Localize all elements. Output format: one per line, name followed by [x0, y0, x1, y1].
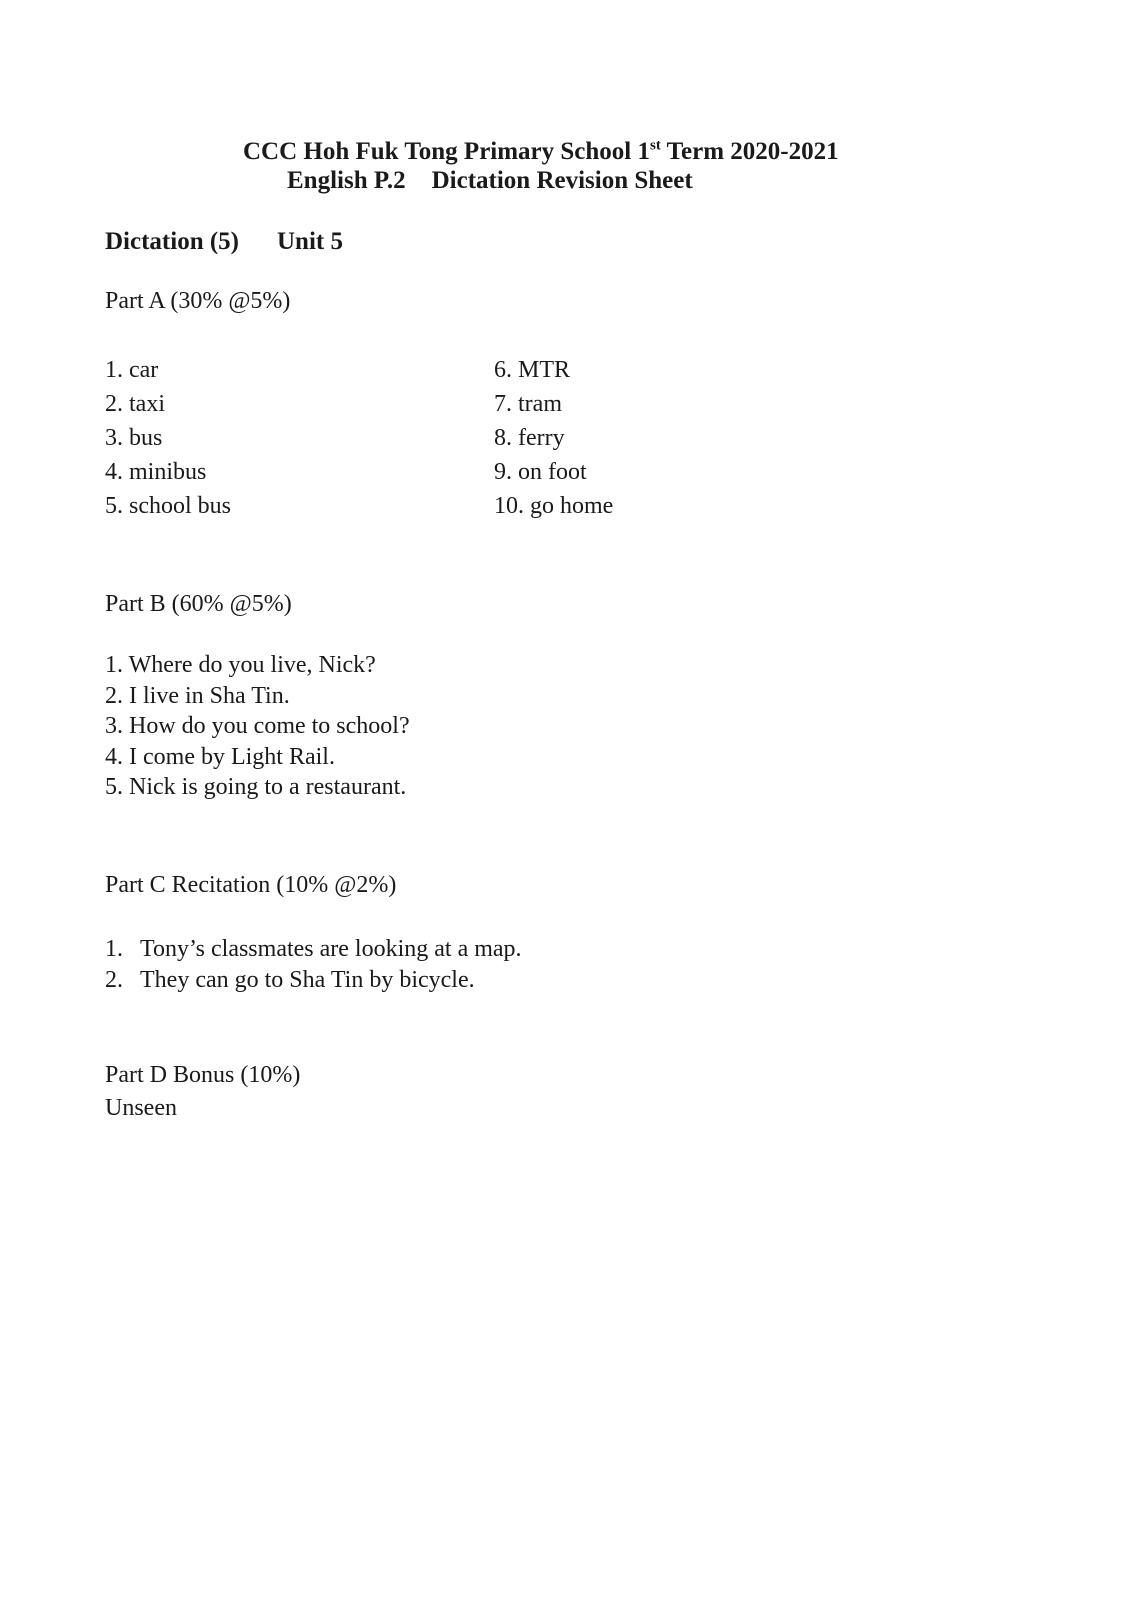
item-text: bus	[129, 425, 163, 451]
item-text: Where do you live, Nick?	[128, 652, 376, 678]
list-item	[105, 489, 231, 523]
list-item	[494, 455, 613, 489]
list-item	[105, 965, 522, 996]
list-item	[494, 421, 613, 455]
item-number: 1.	[105, 357, 123, 383]
list-item	[105, 711, 410, 742]
item-text: Tony’s classmates are looking at a map.	[140, 936, 522, 962]
item-text: I live in Sha Tin.	[129, 682, 290, 709]
dictation-label: Dictation (5)	[105, 228, 239, 255]
list-item	[105, 353, 231, 387]
part-a-title: Part A (30% @5%)	[105, 288, 291, 314]
item-text: taxi	[129, 391, 165, 417]
part-a-list-right	[494, 353, 613, 523]
item-text: MTR	[518, 357, 571, 383]
item-text: ferry	[518, 425, 565, 451]
item-number: 4.	[105, 459, 123, 485]
item-number: 1.	[105, 652, 123, 678]
item-number: 4.	[105, 743, 123, 770]
item-text: Nick is going to a restaurant.	[129, 774, 407, 800]
item-text: on foot	[518, 459, 587, 485]
item-text: school bus	[129, 493, 231, 519]
list-item	[105, 387, 231, 421]
item-number: 1.	[105, 936, 123, 962]
unit-label: Unit 5	[277, 228, 343, 255]
item-number: 5.	[105, 774, 123, 800]
school-name: CCC Hoh Fuk Tong Primary School 1	[243, 138, 651, 165]
part-c-list	[105, 934, 522, 996]
item-number: 2.	[105, 391, 123, 417]
item-number: 3.	[105, 713, 123, 739]
item-number: 10.	[494, 493, 524, 519]
term-year: Term 2020-2021	[660, 138, 839, 165]
list-item	[105, 772, 410, 803]
sheet-title	[287, 166, 693, 196]
item-text: go home	[530, 493, 614, 519]
part-b-title: Part B (60% @5%)	[105, 591, 292, 617]
item-text: tram	[518, 391, 562, 417]
part-b-list	[105, 650, 410, 803]
list-item	[494, 387, 613, 421]
item-number: 3.	[105, 425, 123, 451]
list-item	[105, 934, 522, 965]
ordinal-suffix: st	[650, 137, 661, 154]
part-c-title: Part C Recitation (10% @2%)	[105, 872, 397, 898]
sheet-name: Dictation Revision Sheet	[431, 167, 693, 194]
list-item	[105, 455, 231, 489]
item-number: 6.	[494, 357, 512, 383]
item-text: How do you come to school?	[129, 713, 410, 739]
school-term-title	[243, 137, 839, 167]
list-item	[105, 650, 410, 681]
list-item	[105, 681, 410, 712]
item-text: car	[129, 357, 159, 383]
item-text: They can go to Sha Tin by bicycle.	[140, 967, 475, 993]
list-item	[494, 353, 613, 387]
item-number: 8.	[494, 425, 512, 451]
part-a-list-left	[105, 353, 231, 523]
dictation-heading	[105, 228, 343, 256]
part-d-note: Unseen	[105, 1095, 177, 1121]
item-number: 5.	[105, 493, 123, 519]
list-item	[105, 742, 410, 773]
list-item	[105, 421, 231, 455]
item-text: I come by Light Rail.	[129, 743, 335, 770]
item-number: 2.	[105, 967, 123, 993]
item-number: 2.	[105, 682, 123, 709]
item-number: 7.	[494, 391, 512, 417]
list-item	[494, 489, 613, 523]
item-number: 9.	[494, 459, 512, 485]
item-text: minibus	[129, 459, 207, 485]
part-d-title: Part D Bonus (10%)	[105, 1062, 301, 1088]
subject-grade: English P.2	[287, 167, 406, 194]
